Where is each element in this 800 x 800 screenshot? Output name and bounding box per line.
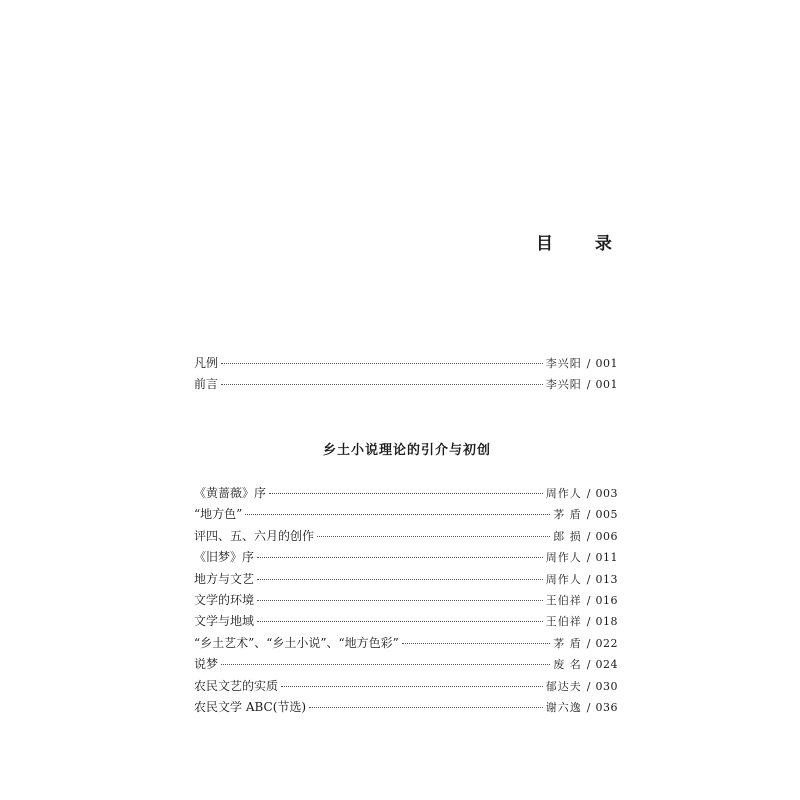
toc-entry-page: 006	[595, 529, 618, 543]
dot-leader	[269, 493, 543, 494]
dot-leader	[257, 600, 543, 601]
toc-entry-title: 农民文学 ABC(节选)	[194, 699, 307, 714]
toc-entry-author: 李兴阳	[545, 357, 582, 370]
toc-entry-page: 005	[595, 508, 618, 522]
toc-entry-page: 011	[595, 551, 618, 565]
toc-entry-author: 谢六逸	[545, 700, 582, 714]
dot-leader	[281, 686, 543, 687]
toc-entry-title: “乡土艺术”、“乡土小说”、“地方色彩”	[194, 635, 399, 650]
toc-entry-title: “地方色”	[194, 507, 243, 522]
toc-entry-author: 王伯祥	[545, 593, 582, 607]
page-separator: /	[586, 529, 591, 543]
page-separator: /	[586, 487, 591, 500]
dot-leader	[245, 514, 550, 515]
page-separator: /	[586, 508, 591, 522]
toc-row[interactable]	[194, 633, 618, 654]
page-separator: /	[586, 357, 591, 370]
dot-leader	[257, 621, 543, 622]
toc-entry-author: 郎 损	[553, 529, 582, 543]
toc-entry-page: 001	[595, 378, 618, 392]
toc-row[interactable]	[194, 676, 618, 697]
toc-entry-page: 013	[595, 572, 618, 586]
toc-entry-title: 农民文艺的实质	[194, 678, 279, 693]
page-separator: /	[586, 636, 591, 650]
toc-entry-page: 024	[595, 658, 618, 672]
toc-entry-title: 地方与文艺	[194, 571, 255, 586]
dot-leader	[317, 536, 550, 537]
toc-row[interactable]	[194, 569, 618, 590]
dot-leader	[221, 664, 550, 665]
toc-row[interactable]	[194, 611, 618, 632]
toc-entry-author: 茅 盾	[553, 508, 582, 522]
toc-row[interactable]	[194, 483, 618, 504]
toc-entry-page: 001	[595, 357, 618, 370]
front-matter-list	[194, 353, 618, 396]
toc-entry-author: 周作人	[545, 572, 582, 586]
toc-entry-page: 016	[595, 593, 618, 607]
toc-row[interactable]	[194, 504, 618, 525]
toc-entry-title: 《黄蔷薇》序	[194, 486, 267, 500]
toc-entry-author: 李兴阳	[545, 378, 582, 392]
toc-row[interactable]	[194, 654, 618, 675]
toc-row[interactable]	[194, 547, 618, 568]
page-separator: /	[586, 593, 591, 607]
section-entry-list	[194, 483, 618, 718]
toc-entry-page: 003	[595, 487, 618, 500]
dot-leader	[221, 363, 543, 364]
toc-entry-title: 评四、五、六月的创作	[194, 528, 315, 543]
toc-row[interactable]	[194, 697, 618, 718]
toc-entry-author: 周作人	[545, 551, 582, 565]
toc-entry-title: 《旧梦》序	[194, 550, 255, 565]
toc-row[interactable]	[194, 374, 618, 395]
dot-leader	[309, 707, 543, 708]
toc-entry-author: 王伯祥	[545, 615, 582, 629]
page-separator: /	[586, 378, 591, 392]
page-separator: /	[586, 572, 591, 586]
page-separator: /	[586, 551, 591, 565]
toc-entry-page: 030	[595, 679, 618, 693]
toc-entry-page: 022	[595, 636, 618, 650]
page-separator: /	[586, 679, 591, 693]
toc-entry-title: 文学与地域	[194, 614, 255, 629]
toc-entry-title: 前言	[194, 377, 219, 392]
page-title: 目 录	[536, 234, 630, 255]
dot-leader	[402, 643, 550, 644]
toc-row[interactable]	[194, 590, 618, 611]
toc-entry-page: 036	[595, 700, 618, 714]
toc-entry-author: 郁达夫	[545, 679, 582, 693]
dot-leader	[257, 579, 543, 580]
dot-leader	[257, 557, 543, 558]
dot-leader	[221, 384, 543, 385]
page-separator: /	[586, 700, 591, 714]
toc-entry-author: 废 名	[553, 658, 582, 672]
page-separator: /	[586, 615, 591, 629]
toc-entry-author: 周作人	[545, 487, 582, 500]
toc-entry-author: 茅 盾	[553, 636, 582, 650]
toc-entry-title: 文学的环境	[194, 592, 255, 607]
toc-row[interactable]	[194, 353, 618, 374]
toc-entry-title: 凡例	[194, 356, 219, 370]
toc-entry-page: 018	[595, 615, 618, 629]
page-separator: /	[586, 658, 591, 672]
section-heading: 乡土小说理论的引介与初创	[322, 442, 491, 458]
toc-row[interactable]	[194, 526, 618, 547]
toc-entry-title: 说梦	[194, 657, 219, 672]
